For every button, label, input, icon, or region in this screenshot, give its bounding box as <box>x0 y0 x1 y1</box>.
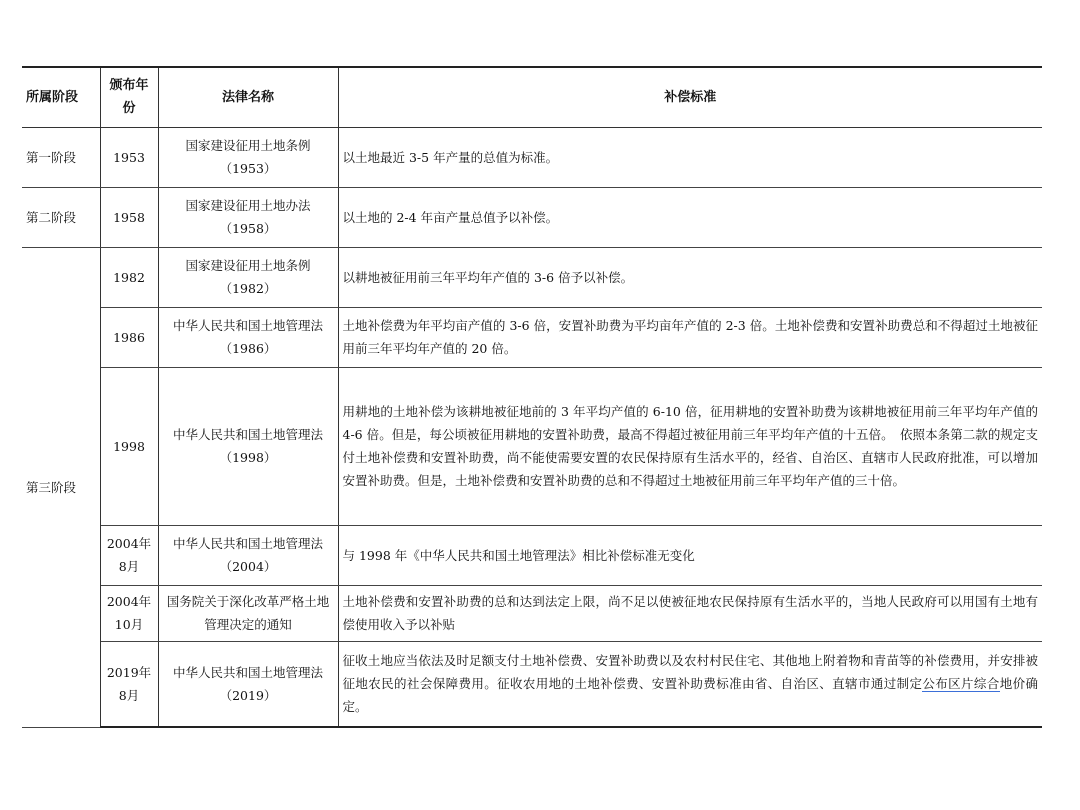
compensation-table <box>22 66 1042 728</box>
year-cell: 1986 <box>100 307 158 367</box>
year-cell: 2004年10月 <box>100 585 158 641</box>
table-row <box>22 641 1042 727</box>
header-standard: 补偿标准 <box>338 67 1042 127</box>
law-cell: 国务院关于深化改革严格土地管理决定的通知 <box>158 585 338 641</box>
table-header-row <box>22 67 1042 127</box>
table-row <box>22 585 1042 641</box>
table-row <box>22 247 1042 307</box>
stage-cell: 第三阶段 <box>22 247 100 727</box>
standard-link-text: 公布区片综合 <box>922 676 1000 692</box>
standard-cell: 以土地的 2-4 年亩产量总值予以补偿。 <box>338 187 1042 247</box>
standard-cell: 与 1998 年《中华人民共和国土地管理法》相比补偿标准无变化 <box>338 525 1042 585</box>
law-cell: 中华人民共和国土地管理法（2019） <box>158 641 338 727</box>
header-year: 颁布年份 <box>100 67 158 127</box>
standard-cell <box>338 641 1042 727</box>
stage-cell: 第一阶段 <box>22 127 100 187</box>
table-row <box>22 307 1042 367</box>
standard-cell: 土地补偿费和安置补助费的总和达到法定上限，尚不足以使被征地农民保持原有生活水平的，当地人民政府可以用国有土地有偿使用收入予以补贴 <box>338 585 1042 641</box>
standard-text: 征收土地应当依法及时足额支付土地补偿费、安置补助费以及农村村民住宅、其他地上附着物和青苗等的补偿费用，并安排被征地农民的社会保障费用。征收农用地的土地补偿费、安置补助费标准由省、自治区、直辖市通过制定 <box>342 653 1038 692</box>
standard-cell: 以耕地被征用前三年平均年产值的 3-6 倍予以补偿。 <box>338 247 1042 307</box>
standard-cell: 用耕地的土地补偿为该耕地被征地前的 3 年平均产值的 6-10 倍，征用耕地的安置补助费为该耕地被征用前三年平均年产值的 4-6 倍。但是，每公顷被征用耕地的安置补助费，最高不得超过被征用前三年平均年产值的十五倍。 依照本条第二款的规定支付土地补偿费和安置补助费，尚不能使需要安置的农民保持原有生活水平的，经省、自治区、直辖市人民政府批准，可以增加安置补助费。但是，土地补偿费和安置补助费的总和不得超过土地被征用前三年平均年产值的三十倍。 <box>338 367 1042 525</box>
table-row <box>22 187 1042 247</box>
table-row <box>22 127 1042 187</box>
standard-cell: 土地补偿费为年平均亩产值的 3-6 倍，安置补助费为平均亩年产值的 2-3 倍。土地补偿费和安置补助费总和不得超过土地被征用前三年平均年产值的 20 倍。 <box>338 307 1042 367</box>
stage-cell: 第二阶段 <box>22 187 100 247</box>
law-cell: 中华人民共和国土地管理法（1986） <box>158 307 338 367</box>
law-cell: 国家建设征用土地条例（1982） <box>158 247 338 307</box>
year-cell: 1998 <box>100 367 158 525</box>
law-cell: 中华人民共和国土地管理法（1998） <box>158 367 338 525</box>
year-cell: 1953 <box>100 127 158 187</box>
table-row <box>22 367 1042 525</box>
header-law: 法律名称 <box>158 67 338 127</box>
year-cell: 1982 <box>100 247 158 307</box>
header-stage: 所属阶段 <box>22 67 100 127</box>
table-row <box>22 525 1042 585</box>
year-cell: 2004年8月 <box>100 525 158 585</box>
year-cell: 2019年8月 <box>100 641 158 727</box>
law-cell: 国家建设征用土地条例（1953） <box>158 127 338 187</box>
year-cell: 1958 <box>100 187 158 247</box>
law-cell: 中华人民共和国土地管理法（2004） <box>158 525 338 585</box>
law-cell: 国家建设征用土地办法（1958） <box>158 187 338 247</box>
standard-text: 地价确定。 <box>342 676 1038 715</box>
standard-cell: 以土地最近 3-5 年产量的总值为标准。 <box>338 127 1042 187</box>
